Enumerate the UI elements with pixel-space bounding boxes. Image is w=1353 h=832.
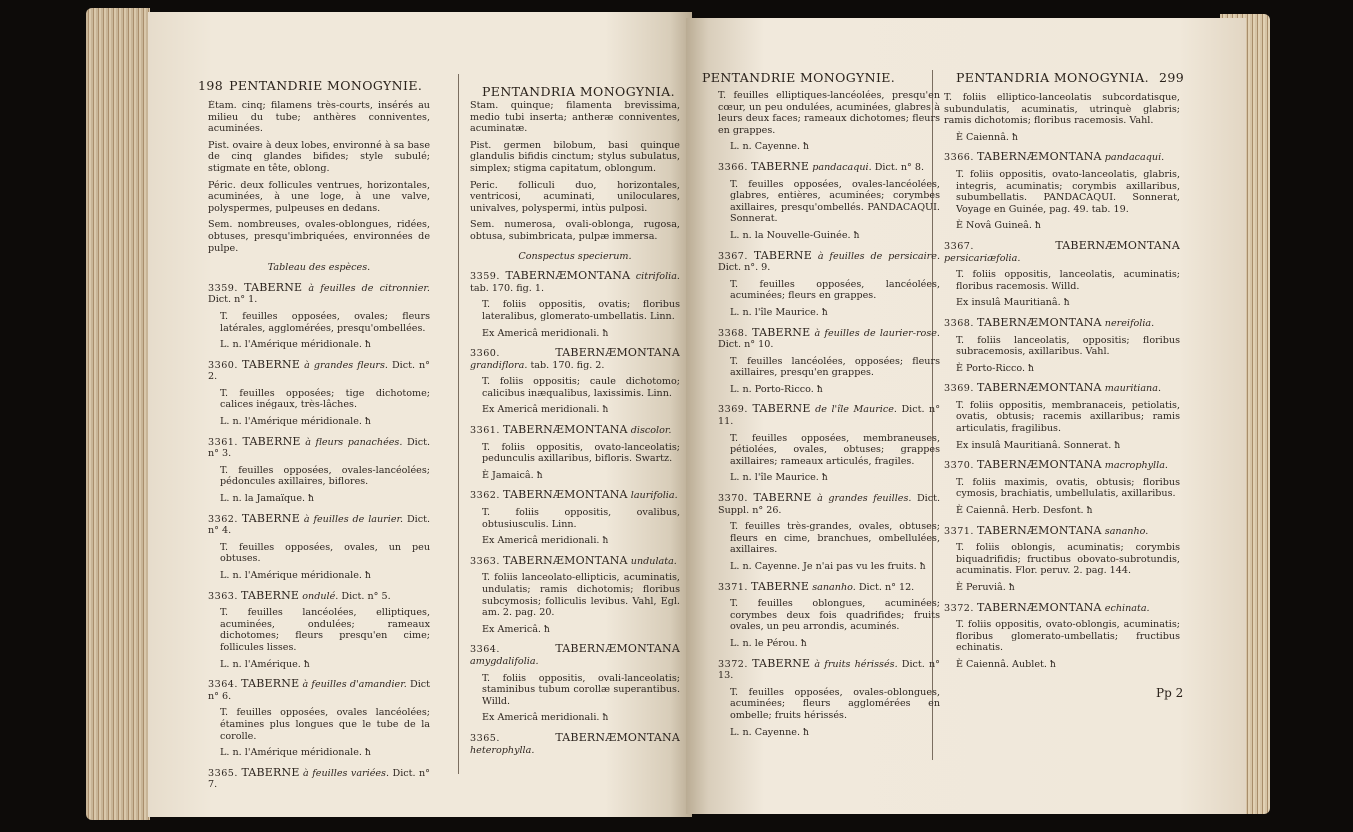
species-entry	[208, 282, 430, 306]
species-reference: Dict. n° 2.	[208, 359, 430, 383]
species-reference: Dict. n° 8.	[874, 161, 925, 173]
column-divider	[458, 74, 459, 774]
species-locality: L. n. l'île Maurice. ħ	[730, 306, 828, 318]
species-locality: Ex insulâ Mauritianâ. Sonnerat. ħ	[956, 439, 1121, 451]
species-number: 3362.	[470, 490, 500, 502]
species-description: T. feuilles opposées, membraneuses, pétiolées, ovales, obtuses; grappes axillaires; rameaux articulés, fragiles.	[730, 432, 940, 467]
species-description: T. feuilles opposées; tige dichotome; calices inégaux, très-lâches.	[220, 387, 430, 411]
genus-sem-la: Sem. numerosa, ovali-oblonga, rugosa, obtusa, subimbricata, pulpæ immersa.	[470, 219, 680, 242]
species-reference: Dict. n° 4.	[208, 513, 430, 537]
conspectus-heading: Conspectus specierum.	[518, 250, 632, 262]
species-entry	[718, 327, 940, 351]
species-genus: TABERNÆMONTANA	[505, 269, 631, 283]
continued-description-la: T. foliis elliptico-lanceolatis subcordatisque, subundulatis, acuminatis, utrinquè glabris; ramis dichotomis; floribus racemosis. Vahl.	[944, 92, 1180, 127]
species-genus: TABERNÆMONTANA	[503, 553, 628, 567]
species-number: 3364.	[470, 644, 500, 656]
species-epithet: echinata.	[1104, 602, 1150, 614]
species-entry	[944, 602, 1180, 615]
species-description: T. feuilles opposées, ovales-lancéolées; pédoncules axillaires, biflores.	[220, 464, 430, 488]
species-number: 3359.	[470, 271, 500, 283]
species-description: T. feuilles oblongues, acuminées; corymbes deux fois quadrifides; fruits ovales, un peu arrondis, acuminés.	[730, 598, 940, 633]
species-reference: Dict. n° 13.	[718, 658, 940, 682]
species-epithet: à fruits hérissés.	[814, 658, 898, 670]
species-epithet: undulata.	[630, 555, 677, 567]
species-locality: L. n. Cayenne. Je n'ai pas vu les fruits. ħ	[730, 561, 926, 572]
species-number: 3363.	[470, 555, 500, 567]
species-entry	[944, 459, 1180, 472]
species-locality: L. n. l'Amérique méridionale. ħ	[220, 339, 371, 351]
species-description: T. foliis oppositis, membranaceis, petiolatis, ovatis, obtusis; racemis axillaribus; ramis articulatis, fragilibus.	[956, 399, 1180, 435]
species-description: T. feuilles très-grandes, ovales, obtuses; fleurs en cime, branchues, ombellulées, axillaires.	[730, 521, 940, 556]
species-list-la-right	[944, 151, 1180, 671]
species-reference: Dict n° 6.	[208, 679, 430, 702]
species-reference: Dict. n° 5.	[341, 590, 391, 602]
species-locality: L. n. la Nouvelle-Guinée. ħ	[730, 229, 860, 241]
species-description: T. feuilles lancéolées, elliptiques, acuminées, ondulées; rameaux dichotomes; fleurs presqu'en cime; follicules lisses.	[220, 607, 430, 653]
shrub-symbol: ħ	[602, 328, 609, 339]
signature-mark: Pp 2	[1156, 686, 1184, 700]
species-description: T. feuilles opposées, ovales, un peu obtuses.	[220, 541, 430, 565]
species-number: 3369.	[944, 383, 974, 395]
species-number: 3371.	[718, 581, 748, 593]
species-genus: TABERNÆMONTANA	[555, 730, 680, 744]
species-genus: TABERNÆMONTANA	[977, 523, 1102, 537]
species-description: T. foliis oppositis, ovali-lanceolatis; staminibus tubum corollæ superantibus. Willd.	[482, 672, 680, 707]
species-epithet: à feuilles de citronnier.	[308, 282, 430, 294]
species-locality: Ex Americâ meridionali. ħ	[482, 712, 609, 724]
species-number: 3368.	[718, 327, 748, 339]
fr-column	[208, 100, 430, 796]
species-reference: tab. 170. fig. 2.	[530, 359, 605, 371]
species-locality: È Peruviâ. ħ	[956, 582, 1015, 593]
species-entry	[944, 240, 1180, 264]
species-entry	[944, 382, 1180, 395]
species-description: T. foliis oppositis, ovatis; floribus lateralibus, glomerato-umbellatis. Linn.	[482, 299, 680, 322]
species-genus: TABERNÆMONTANA	[977, 315, 1102, 329]
species-number: 3361.	[470, 425, 500, 437]
continued-locality-la: È Caiennâ. ħ	[956, 131, 1018, 143]
species-description: T. foliis oppositis, ovato-lanceolatis; pedunculis axillaribus, bifloris. Swartz.	[482, 441, 680, 465]
species-entry	[718, 658, 940, 682]
species-number: 3370.	[944, 460, 974, 472]
shrub-symbol: ħ	[1035, 221, 1041, 232]
species-reference: Dict. n° 1.	[208, 294, 258, 306]
species-genus: TABERNÆMONTANA	[503, 488, 628, 502]
species-number: 3369.	[718, 404, 748, 416]
species-description: T. feuilles opposées, ovales lancéolées; étamines plus longues que le tube de la corolle.	[220, 707, 430, 742]
species-genus: TABERNE	[241, 765, 300, 779]
species-epithet: sananho.	[812, 581, 856, 593]
shrub-symbol: ħ	[919, 562, 926, 572]
species-description: T. feuilles opposées, ovales; fleurs latérales, agglomérées, presqu'ombellées.	[220, 310, 430, 334]
shrub-symbol: ħ	[821, 473, 828, 484]
species-epithet: à feuilles d'amandier.	[302, 679, 407, 691]
species-number: 3372.	[944, 602, 974, 614]
species-epithet: à feuilles de laurier-rose.	[814, 327, 940, 339]
shrub-symbol: ħ	[365, 571, 371, 581]
species-description: T. foliis lanceolatis, oppositis; floribus subracemosis, axillaribus. Vahl.	[956, 334, 1180, 358]
species-locality: L. n. l'Amérique. ħ	[220, 658, 310, 670]
species-number: 3360.	[470, 348, 500, 360]
species-epithet: ondulé.	[302, 590, 339, 602]
species-epithet: à grandes feuilles.	[817, 493, 912, 505]
species-reference: Dict. n° 12.	[858, 581, 915, 593]
page-number: 198	[198, 78, 224, 93]
species-entry	[718, 492, 940, 516]
genus-pist: Pist. ovaire à deux lobes, environné à sa base de cinq glandes bifides; style subulé; stigmate en tête, oblong.	[208, 139, 430, 174]
species-genus: TABERNE	[751, 579, 810, 593]
species-locality: Ex Americâ meridionali. ħ	[482, 327, 609, 339]
shrub-symbol: ħ	[803, 727, 809, 738]
genus-peric: Péric. deux follicules ventrues, horizontales, acuminées, à une loge, à une valve, polyspermes, pulpeuses en dedans.	[208, 179, 430, 214]
left-page-edges	[86, 8, 150, 820]
genus-peric-la: Peric. folliculi duo, horizontales, ventricosi, acuminati, uniloculares, univalves, polyspermi, intùs pulposi.	[470, 179, 680, 214]
species-locality: L. n. l'Amérique méridionale. ħ	[220, 747, 371, 759]
shrub-symbol: ħ	[1114, 440, 1121, 451]
species-number: 3364.	[208, 679, 238, 691]
species-entry	[470, 555, 680, 568]
species-genus: TABERNE	[244, 280, 303, 294]
genus-stam: Stam. quinque; filamenta brevissima, medio tubi inserta; antheræ conniventes, acuminatæ.	[470, 100, 680, 135]
species-genus: TABERNE	[753, 491, 812, 505]
species-entry	[208, 767, 430, 791]
species-locality: L. n. la Jamaïque. ħ	[220, 493, 314, 505]
species-epithet: à feuilles de laurier.	[303, 513, 404, 525]
species-list	[208, 282, 430, 791]
fr-column-right	[718, 90, 940, 745]
shrub-symbol: ħ	[1050, 659, 1056, 670]
species-number: 3359.	[208, 282, 238, 294]
species-epithet: mauritiana.	[1104, 383, 1162, 395]
species-epithet: heterophylla.	[470, 744, 535, 756]
species-locality: L. n. Cayenne. ħ	[730, 726, 809, 738]
species-epithet: à feuilles de persicaire.	[817, 250, 940, 262]
species-epithet: de l'île Maurice.	[815, 404, 897, 416]
species-epithet: à grandes fleurs.	[304, 359, 388, 371]
species-locality: L. n. l'Amérique méridionale. ħ	[220, 570, 371, 581]
species-genus: TABERNE	[241, 588, 300, 602]
species-description: T. feuilles opposées, lancéolées, acuminées; fleurs en grappes.	[730, 278, 940, 302]
species-description: T. feuilles opposées, ovales-oblongues, acuminées; fleurs agglomérées en ombelle; fruits hérissés.	[730, 686, 940, 721]
shrub-symbol: ħ	[1086, 506, 1093, 517]
shrub-symbol: ħ	[365, 417, 371, 428]
species-epithet: amygdalifolia.	[470, 655, 539, 667]
species-number: 3362.	[208, 513, 238, 525]
genus-etam: Étam. cinq; filamens très-courts, insérés au milieu du tube; anthères conniventes, acuminées.	[208, 100, 430, 135]
species-list-right	[718, 161, 940, 739]
species-number: 3370.	[718, 493, 748, 505]
species-reference: Dict. n° 7.	[208, 767, 430, 791]
species-locality: L. n. l'île Maurice. ħ	[730, 472, 828, 484]
species-epithet: persicariæfolia.	[944, 252, 1021, 264]
species-number: 3366.	[944, 152, 974, 164]
species-genus: TABERNÆMONTANA	[555, 642, 680, 656]
species-epithet: pandacaqui.	[1104, 152, 1165, 164]
species-epithet: grandiflora.	[470, 359, 528, 371]
species-reference: tab. 170. fig. 1.	[470, 282, 545, 294]
species-entry	[470, 270, 680, 294]
species-number: 3366.	[718, 161, 748, 173]
species-description: T. foliis maximis, ovatis, obtusis; floribus cymosis, brachiatis, umbellulatis, axillaribus.	[956, 476, 1180, 500]
species-description: T. foliis oppositis, ovato-lanceolatis, glabris, integris, acuminatis; corymbis axillaribus, subumbellatis. PANDACAQUI. Sonnerat, Voyage en Guinée, pag. 49. tab. 19.	[956, 168, 1180, 215]
right-page	[686, 18, 1246, 814]
species-number: 3368.	[944, 317, 974, 329]
species-description: T. foliis oppositis; caule dichotomo; calicibus inæqualibus, laxissimis. Linn.	[482, 376, 680, 399]
species-genus: TABERNE	[752, 656, 811, 670]
species-description: T. foliis oppositis, ovato-oblongis, acuminatis; floribus glomerato-umbellatis; fructibus echinatis.	[956, 619, 1180, 654]
shrub-symbol: ħ	[602, 536, 609, 547]
species-genus: TABERNE	[752, 402, 811, 416]
shrub-symbol: ħ	[1028, 363, 1034, 374]
species-number: 3365.	[470, 732, 500, 744]
shrub-symbol: ħ	[365, 340, 371, 351]
species-genus: TABERNE	[752, 325, 811, 339]
species-reference: Dict. n° 10.	[718, 339, 774, 351]
species-entry	[208, 436, 430, 460]
la-column-right	[944, 92, 1180, 678]
page-number-right: 299	[1159, 70, 1185, 85]
continued-locality: L. n. Cayenne. ħ	[730, 141, 809, 153]
species-genus: TABERNÆMONTANA	[555, 346, 680, 360]
species-entry	[470, 732, 680, 756]
species-entry	[208, 359, 430, 383]
species-number: 3371.	[944, 525, 974, 537]
shrub-symbol: ħ	[1063, 298, 1070, 309]
running-head-la-right: PENTANDRIA MONOGYNIA. 299	[956, 70, 1185, 85]
species-number: 3367.	[944, 240, 974, 252]
species-entry	[470, 424, 680, 437]
species-entry	[208, 513, 430, 537]
species-reference: Dict. n° 3.	[208, 436, 430, 460]
species-genus: TABERNE	[751, 159, 810, 173]
species-epithet: laurifolia.	[630, 490, 678, 502]
species-genus: TABERNE	[241, 357, 301, 371]
species-number: 3365.	[208, 767, 238, 779]
species-entry	[208, 678, 430, 702]
species-entry	[944, 151, 1180, 164]
shrub-symbol: ħ	[602, 405, 609, 416]
la-column	[470, 100, 680, 761]
running-head-fr: 198 PENTANDRIE MONOGYNIE.	[198, 78, 423, 93]
species-number: 3363.	[208, 590, 238, 602]
species-locality: L. n. Porto-Ricco. ħ	[730, 383, 823, 395]
species-genus: TABERNÆMONTANA	[977, 150, 1102, 164]
species-genus: TABERNÆMONTANA	[977, 600, 1102, 614]
species-number: 3372.	[718, 658, 748, 670]
species-entry	[944, 525, 1180, 538]
species-number: 3367.	[718, 250, 748, 262]
species-genus: TABERNE	[753, 248, 812, 262]
species-description: T. feuilles opposées, ovales-lancéolées, glabres, entières, acuminées; corymbes axillaires, presqu'ombellés. PANDACAQUI. Sonnerat.	[730, 178, 940, 225]
running-head-fr-right: PENTANDRIE MONOGYNIE.	[702, 70, 896, 85]
species-entry	[470, 489, 680, 502]
species-locality: È Porto-Ricco. ħ	[956, 362, 1034, 374]
species-entry	[208, 590, 430, 603]
species-reference: Dict. n° 11.	[718, 404, 940, 428]
left-page	[148, 12, 692, 817]
species-entry	[944, 317, 1180, 330]
species-epithet: macrophylla.	[1104, 460, 1168, 472]
species-table-heading: Tableau des espèces.	[267, 262, 371, 274]
shrub-symbol: ħ	[1008, 583, 1015, 593]
species-description: T. feuilles lancéolées, opposées; fleurs axillaires, presqu'en grappes.	[730, 355, 940, 379]
species-description: T. foliis oppositis, lanceolatis, acuminatis; floribus racemosis. Willd.	[956, 269, 1180, 292]
species-epithet: discolor.	[630, 425, 672, 437]
species-entry	[718, 403, 940, 427]
species-genus: TABERNÆMONTANA	[977, 381, 1102, 395]
shrub-symbol: ħ	[303, 659, 310, 670]
species-genus: TABERNÆMONTANA	[977, 458, 1102, 472]
species-genus: TABERNÆMONTANA	[1055, 238, 1180, 252]
shrub-symbol: ħ	[853, 230, 860, 241]
species-epithet: à feuilles variées.	[303, 767, 390, 779]
species-genus: TABERNE	[242, 434, 301, 448]
species-locality: Ex insulâ Mauritianâ. ħ	[956, 297, 1070, 309]
shrub-symbol: ħ	[308, 494, 314, 505]
shrub-symbol: ħ	[800, 638, 807, 649]
species-entry	[470, 347, 680, 371]
continued-description: T. feuilles elliptiques-lancéolées, presqu'en cœur, un peu ondulées, acuminées, glabres à leurs deux faces; rameaux dichotomes; fleurs en grappes.	[718, 90, 940, 136]
species-entry	[718, 250, 940, 274]
genus-sem: Sem. nombreuses, ovales-oblongues, ridées, obtuses, presqu'imbriquées, environnées de pulpe.	[208, 219, 430, 254]
shrub-symbol: ħ	[536, 470, 543, 481]
shrub-symbol: ħ	[602, 713, 609, 724]
shrub-symbol: ħ	[821, 307, 828, 318]
species-list-la	[470, 270, 680, 756]
species-genus: TABERNÆMONTANA	[503, 423, 628, 437]
species-locality: È Jamaicâ. ħ	[482, 469, 543, 481]
species-entry	[470, 643, 680, 667]
species-locality: Ex Americâ meridionali. ħ	[482, 535, 609, 547]
species-genus: TABERNE	[241, 677, 300, 691]
species-reference: Dict. n°. 9.	[718, 262, 771, 274]
species-locality: L. n. l'Amérique méridionale. ħ	[220, 416, 371, 428]
species-epithet: nereifolia.	[1104, 317, 1155, 329]
species-entry	[718, 581, 940, 594]
species-description: T. foliis oppositis, ovalibus, obtusiusculis. Linn.	[482, 507, 680, 530]
shrub-symbol: ħ	[816, 384, 823, 395]
species-locality: È Novâ Guineâ. ħ	[956, 220, 1041, 232]
species-locality: Ex Americâ meridionali. ħ	[482, 404, 609, 416]
shrub-symbol: ħ	[365, 748, 371, 759]
shrub-symbol: ħ	[544, 624, 550, 635]
species-description: T. foliis lanceolato-ellipticis, acuminatis, undulatis; ramis dichotomis; floribus subcymosis; folliculis levibus. Vahl, Egl. am. 2. pag. 20.	[482, 572, 680, 619]
species-number: 3360.	[208, 359, 238, 371]
species-number: 3361.	[208, 436, 238, 448]
species-epithet: sananho.	[1104, 525, 1149, 537]
species-entry	[718, 161, 940, 174]
species-epithet: à fleurs panachées.	[305, 436, 403, 448]
genus-pist-la: Pist. germen bilobum, basi quinque glandulis bifidis cinctum; stylus subulatus, simplex; stigma capitatum, oblongum.	[470, 139, 680, 174]
species-locality: È Caiennâ. Aublet. ħ	[956, 658, 1056, 670]
species-reference: Dict. Suppl. n° 26.	[718, 493, 940, 516]
running-head-la: PENTANDRIA MONOGYNIA.	[482, 84, 675, 99]
species-epithet: citrifolia.	[635, 271, 680, 283]
species-locality: L. n. le Pérou. ħ	[730, 637, 807, 649]
species-epithet: pandacaqui.	[812, 161, 872, 173]
species-locality: Ex Americâ. ħ	[482, 623, 550, 635]
species-description: T. foliis oblongis, acuminatis; corymbis biquadrifidis; fructibus obovato-subrotundis, acuminatis. Flor. peruv. 2. pag. 144.	[956, 542, 1180, 577]
species-genus: TABERNE	[241, 511, 300, 525]
species-locality: È Caiennâ. Herb. Desfont. ħ	[956, 505, 1093, 517]
